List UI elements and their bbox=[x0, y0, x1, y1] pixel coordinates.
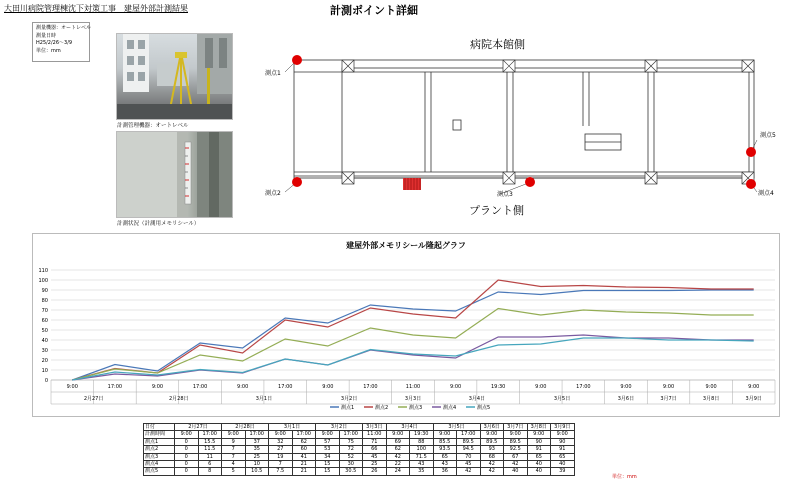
value-cell: 42 bbox=[457, 468, 481, 475]
date-cell: 3月3日 bbox=[363, 424, 387, 431]
x-time-label: 17:00 bbox=[363, 384, 378, 390]
marker-point-4 bbox=[746, 179, 756, 189]
value-cell: 40 bbox=[551, 461, 575, 468]
y-tick-label: 10 bbox=[41, 368, 48, 374]
value-cell: 45 bbox=[363, 453, 387, 460]
table-date-row bbox=[144, 424, 575, 431]
x-time-label: 9:00 bbox=[322, 384, 334, 390]
value-cell: 43 bbox=[410, 461, 434, 468]
measurement-point-plan bbox=[255, 20, 790, 220]
value-cell: 88 bbox=[410, 438, 434, 445]
marker-point-1 bbox=[292, 55, 302, 65]
value-cell: 42 bbox=[504, 461, 528, 468]
time-cell: 9:00 bbox=[222, 431, 246, 438]
value-cell: 71 bbox=[363, 438, 387, 445]
value-cell: 30 bbox=[339, 461, 363, 468]
time-cell: 9:00 bbox=[551, 431, 575, 438]
survey-period: H25/2/26〜3/9 bbox=[36, 40, 73, 47]
value-cell: 89.5 bbox=[480, 438, 504, 445]
y-tick-label: 0 bbox=[44, 378, 48, 384]
measurement-data-table bbox=[143, 423, 575, 476]
date-cell: 3月2日 bbox=[316, 424, 363, 431]
date-header-cell: 日付 bbox=[144, 424, 175, 431]
value-cell: 71.5 bbox=[410, 453, 434, 460]
x-date-label: 3月5日 bbox=[553, 396, 571, 402]
point-label-5: 測点5 bbox=[760, 132, 776, 139]
time-cell: 11:00 bbox=[363, 431, 387, 438]
series-line-3 bbox=[72, 309, 753, 381]
marker-point-2 bbox=[292, 177, 302, 187]
survey-info-box bbox=[32, 22, 90, 62]
value-cell: 21 bbox=[292, 468, 316, 475]
value-cell: 15 bbox=[316, 468, 340, 475]
date-cell: 3月9日 bbox=[551, 424, 575, 431]
x-time-label: 19:30 bbox=[490, 384, 506, 390]
value-cell: 68 bbox=[480, 453, 504, 460]
time-cell: 17:00 bbox=[292, 431, 316, 438]
value-cell: 24 bbox=[386, 468, 410, 475]
x-date-label: 3月1日 bbox=[255, 396, 273, 402]
value-cell: 94.5 bbox=[457, 446, 481, 453]
value-cell: 7 bbox=[222, 453, 246, 460]
x-date-label: 3月6日 bbox=[617, 396, 635, 402]
value-cell: 0 bbox=[175, 468, 199, 475]
value-cell: 62 bbox=[386, 446, 410, 453]
value-cell: 91 bbox=[551, 446, 575, 453]
value-cell: 5 bbox=[222, 468, 246, 475]
value-cell: 32 bbox=[269, 438, 293, 445]
value-cell: 10 bbox=[245, 461, 269, 468]
row-label-cell: 測点4 bbox=[144, 461, 175, 468]
x-time-label: 9:00 bbox=[535, 384, 547, 390]
value-cell: 19 bbox=[269, 453, 293, 460]
x-time-label: 17:00 bbox=[576, 384, 591, 390]
measurement-markers bbox=[292, 55, 756, 189]
survey-unit: 単位：mm bbox=[36, 47, 61, 54]
value-cell: 10.5 bbox=[245, 468, 269, 475]
value-cell: 34 bbox=[316, 453, 340, 460]
time-cell: 19:30 bbox=[410, 431, 434, 438]
x-time-label: 11:00 bbox=[405, 384, 421, 390]
table-time-row bbox=[144, 431, 575, 438]
plan-top-label: 病院本館側 bbox=[470, 38, 525, 51]
y-tick-label: 70 bbox=[41, 308, 48, 314]
chart-title: 建屋外部メモリシール隆起グラフ bbox=[346, 241, 466, 250]
value-cell: 42 bbox=[480, 461, 504, 468]
value-cell: 0 bbox=[175, 461, 199, 468]
table-row bbox=[144, 446, 575, 453]
x-time-label: 9:00 bbox=[66, 384, 78, 390]
hatched-block-icon bbox=[403, 178, 421, 190]
value-cell: 53 bbox=[316, 446, 340, 453]
date-cell: 3月1日 bbox=[269, 424, 316, 431]
date-cell: 3月8日 bbox=[527, 424, 551, 431]
x-time-label: 9:00 bbox=[748, 384, 760, 390]
survey-device: 測量機器：オートレベル bbox=[36, 25, 92, 31]
x-time-label: 17:00 bbox=[107, 384, 123, 390]
x-date-label: 3月3日 bbox=[404, 396, 422, 402]
y-tick-label: 30 bbox=[41, 348, 48, 354]
value-cell: 40 bbox=[527, 461, 551, 468]
value-cell: 41 bbox=[292, 453, 316, 460]
y-tick-label: 20 bbox=[41, 358, 48, 364]
time-cell: 9:00 bbox=[504, 431, 528, 438]
value-cell: 22 bbox=[386, 461, 410, 468]
value-cell: 0 bbox=[175, 446, 199, 453]
photo1-caption: 計測管理機器：オートレベル bbox=[117, 123, 189, 129]
x-time-label: 17:00 bbox=[278, 384, 293, 390]
value-cell: 65 bbox=[527, 453, 551, 460]
value-cell: 27 bbox=[269, 446, 293, 453]
value-cell: 15.5 bbox=[198, 438, 222, 445]
value-cell: 8 bbox=[198, 468, 222, 475]
point-label-3: 測点3 bbox=[497, 191, 513, 198]
value-cell: 65 bbox=[433, 453, 457, 460]
point-label-1: 測点1 bbox=[265, 70, 281, 77]
date-cell: 3月5日 bbox=[433, 424, 480, 431]
value-cell: 26 bbox=[363, 468, 387, 475]
value-cell: 11.5 bbox=[198, 446, 222, 453]
value-cell: 57 bbox=[316, 438, 340, 445]
value-cell: 11 bbox=[198, 453, 222, 460]
date-cell: 2月27日 bbox=[175, 424, 222, 431]
value-cell: 30.5 bbox=[339, 468, 363, 475]
date-cell: 3月4日 bbox=[386, 424, 433, 431]
table-row bbox=[144, 461, 575, 468]
x-time-label: 9:00 bbox=[705, 384, 717, 390]
value-cell: 40 bbox=[527, 468, 551, 475]
value-cell: 93.5 bbox=[433, 446, 457, 453]
legend-label: 測点2 bbox=[375, 405, 389, 411]
value-cell: 92.5 bbox=[504, 446, 528, 453]
value-cell: 93 bbox=[480, 446, 504, 453]
x-date-label: 2月27日 bbox=[83, 396, 104, 402]
legend-label: 測点5 bbox=[477, 405, 491, 411]
point-label-2: 測点2 bbox=[265, 190, 281, 197]
survey-interval: 測量日時 bbox=[36, 32, 57, 39]
x-time-label: 9:00 bbox=[151, 384, 164, 390]
measurement-sticker-photo bbox=[116, 131, 233, 218]
value-cell: 36 bbox=[433, 468, 457, 475]
date-cell: 3月7日 bbox=[504, 424, 528, 431]
value-cell: 45 bbox=[457, 461, 481, 468]
plan-bottom-label: プラント側 bbox=[469, 204, 524, 217]
x-time-label: 17:00 bbox=[192, 384, 208, 390]
value-cell: 25 bbox=[363, 461, 387, 468]
value-cell: 35 bbox=[410, 468, 434, 475]
x-time-label: 9:00 bbox=[449, 384, 462, 390]
date-cell: 3月6日 bbox=[480, 424, 504, 431]
time-header-cell: 計測時間 bbox=[144, 431, 175, 438]
value-cell: 70 bbox=[457, 453, 481, 460]
date-cell: 2月28日 bbox=[222, 424, 269, 431]
value-cell: 90 bbox=[551, 438, 575, 445]
row-label-cell: 測点3 bbox=[144, 453, 175, 460]
value-cell: 75 bbox=[339, 438, 363, 445]
legend-label: 測点1 bbox=[341, 405, 355, 411]
row-label-cell: 測点5 bbox=[144, 468, 175, 475]
chart-panel bbox=[32, 233, 780, 417]
page-heading: 計測ポイント詳細 bbox=[330, 4, 418, 17]
value-cell: 42 bbox=[480, 468, 504, 475]
time-cell: 17:00 bbox=[457, 431, 481, 438]
time-cell: 17:00 bbox=[339, 431, 363, 438]
y-tick-label: 40 bbox=[41, 338, 48, 344]
time-cell: 17:00 bbox=[245, 431, 269, 438]
table-unit-note: 単位：mm bbox=[612, 474, 637, 480]
x-date-label: 3月4日 bbox=[468, 396, 486, 402]
value-cell: 4 bbox=[222, 461, 246, 468]
value-cell: 39 bbox=[551, 468, 575, 475]
time-cell: 9:00 bbox=[433, 431, 457, 438]
time-cell: 9:00 bbox=[386, 431, 410, 438]
x-time-label: 9:00 bbox=[662, 384, 675, 390]
time-cell: 17:00 bbox=[198, 431, 222, 438]
x-date-label: 3月8日 bbox=[702, 396, 720, 402]
row-label-cell: 測点2 bbox=[144, 446, 175, 453]
value-cell: 89.5 bbox=[504, 438, 528, 445]
value-cell: 37 bbox=[245, 438, 269, 445]
value-cell: 100 bbox=[410, 446, 434, 453]
y-tick-label: 90 bbox=[41, 288, 48, 294]
photo2-caption: 計測状況（計測用メモリシール） bbox=[117, 221, 200, 227]
time-cell: 9:00 bbox=[527, 431, 551, 438]
value-cell: 65 bbox=[551, 453, 575, 460]
value-cell: 90 bbox=[527, 438, 551, 445]
value-cell: 69 bbox=[386, 438, 410, 445]
value-cell: 42 bbox=[386, 453, 410, 460]
y-tick-label: 80 bbox=[41, 298, 48, 304]
value-cell: 52 bbox=[339, 453, 363, 460]
value-cell: 7 bbox=[222, 446, 246, 453]
value-cell: 43 bbox=[433, 461, 457, 468]
value-cell: 89.5 bbox=[457, 438, 481, 445]
point-label-4: 測点4 bbox=[758, 190, 774, 197]
legend-label: 測点4 bbox=[443, 405, 457, 411]
x-date-label: 3月7日 bbox=[660, 396, 677, 402]
value-cell: 0 bbox=[175, 438, 199, 445]
x-date-label: 2月28日 bbox=[168, 396, 189, 402]
time-cell: 9:00 bbox=[316, 431, 340, 438]
value-cell: 62 bbox=[292, 438, 316, 445]
uplift-line-chart bbox=[33, 234, 779, 416]
value-cell: 85.5 bbox=[433, 438, 457, 445]
value-cell: 0 bbox=[175, 453, 199, 460]
y-tick-label: 60 bbox=[41, 318, 48, 324]
marker-point-3 bbox=[525, 177, 535, 187]
y-tick-label: 100 bbox=[38, 278, 48, 284]
survey-equipment-photo bbox=[116, 33, 233, 120]
document-title: 大田川病院管理棟沈下対策工事 建屋外部計測結果 bbox=[4, 4, 188, 13]
x-time-label: 9:00 bbox=[620, 384, 632, 390]
table-row bbox=[144, 453, 575, 460]
time-cell: 9:00 bbox=[480, 431, 504, 438]
value-cell: 91 bbox=[527, 446, 551, 453]
table-row bbox=[144, 468, 575, 475]
value-cell: 67 bbox=[504, 453, 528, 460]
value-cell: 25 bbox=[245, 453, 269, 460]
x-date-label: 3月2日 bbox=[340, 396, 358, 402]
value-cell: 7 bbox=[269, 461, 293, 468]
value-cell: 40 bbox=[504, 468, 528, 475]
row-label-cell: 測点1 bbox=[144, 438, 175, 445]
y-tick-label: 50 bbox=[41, 328, 48, 334]
x-date-label: 3月9日 bbox=[745, 396, 762, 402]
time-cell: 9:00 bbox=[269, 431, 293, 438]
value-cell: 60 bbox=[292, 446, 316, 453]
legend-label: 測点3 bbox=[409, 405, 423, 411]
x-time-label: 9:00 bbox=[237, 384, 249, 390]
table-row bbox=[144, 438, 575, 445]
value-cell: 7.5 bbox=[269, 468, 293, 475]
value-cell: 21 bbox=[292, 461, 316, 468]
value-cell: 9 bbox=[222, 438, 246, 445]
time-cell: 9:00 bbox=[175, 431, 199, 438]
value-cell: 66 bbox=[363, 446, 387, 453]
marker-point-5 bbox=[746, 147, 756, 157]
value-cell: 35 bbox=[245, 446, 269, 453]
y-tick-label: 110 bbox=[38, 268, 48, 274]
value-cell: 6 bbox=[198, 461, 222, 468]
value-cell: 15 bbox=[316, 461, 340, 468]
data-table-container bbox=[143, 423, 575, 476]
value-cell: 72 bbox=[339, 446, 363, 453]
